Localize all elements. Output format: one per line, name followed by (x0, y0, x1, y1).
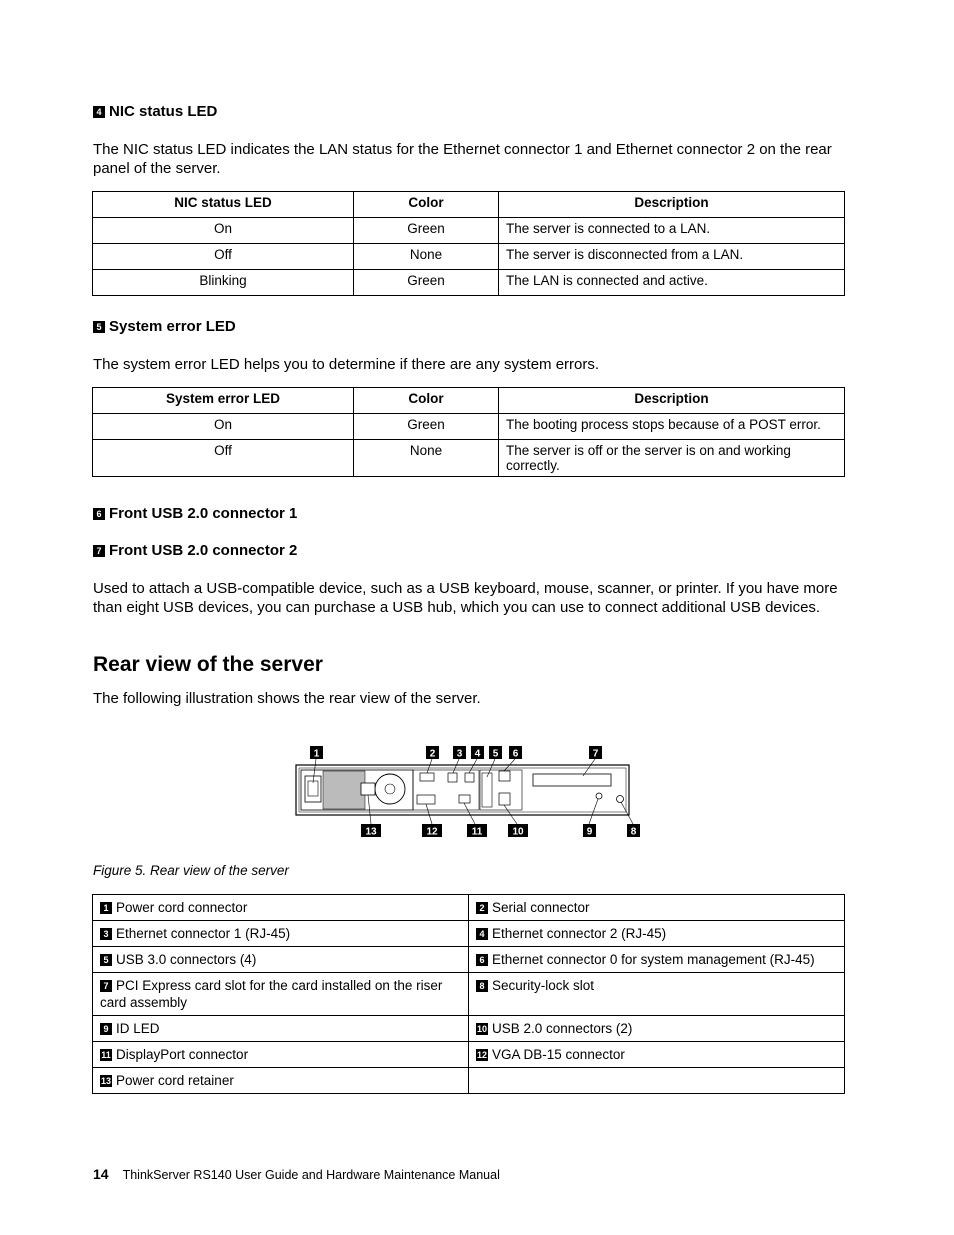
callout-13 (361, 824, 381, 838)
callout-badge: 9 (100, 1023, 112, 1035)
table-row (93, 440, 845, 477)
callout-label: 4 (474, 748, 481, 760)
table-cell: Off (93, 244, 354, 270)
document-title: ThinkServer RS140 User Guide and Hardware Maintenance Manual (122, 1168, 500, 1182)
table-header: Color (354, 192, 499, 218)
power-cord-retainer-icon (361, 783, 375, 795)
rear-paragraph: The following illustration shows the rear view of the server. (93, 690, 481, 707)
callout-2 (426, 746, 439, 760)
part-label: DisplayPort connector (116, 1047, 249, 1062)
table-cell (469, 1042, 845, 1068)
nic-paragraph: The NIC status LED indicates the LAN status for the Ethernet connector 1 and Ethernet connector 2 on the rear panel of the server. (93, 141, 832, 177)
table-cell (93, 947, 469, 973)
table-row (93, 973, 845, 1016)
part-label: Power cord connector (116, 900, 248, 915)
rear-view-illustration (293, 743, 643, 843)
callout-5 (489, 746, 502, 760)
table-cell (469, 1016, 845, 1042)
table-row (93, 414, 845, 440)
table-row (93, 244, 845, 270)
callout-badge: 2 (476, 902, 488, 914)
table-cell: On (93, 218, 354, 244)
usb1-heading-text: Front USB 2.0 connector 1 (109, 505, 298, 522)
table-cell: Green (354, 414, 499, 440)
callout-badge: 11 (101, 1050, 111, 1061)
callout-label: 7 (592, 748, 599, 760)
part-label: Ethernet connector 1 (RJ-45) (116, 926, 291, 941)
table-cell (469, 921, 845, 947)
table-row (93, 921, 845, 947)
callout-label: 5 (492, 748, 499, 760)
table-header: System error LED (93, 388, 354, 414)
callout-4 (471, 746, 484, 760)
fan-grill (323, 771, 365, 809)
usb-paragraph: Used to attach a USB-compatible device, such as a USB keyboard, mouse, scanner, or printer. If you have more than eight USB devices, you can purchase a USB hub, which you can use to connect additional USB devices. (93, 580, 838, 616)
usb1-heading (93, 505, 297, 522)
callout-badge: 6 (93, 508, 105, 520)
callout-12 (422, 824, 442, 838)
nic-table (92, 191, 845, 296)
callout-label: 8 (630, 826, 637, 838)
table-cell (93, 1042, 469, 1068)
table-cell (93, 921, 469, 947)
table-header-row (93, 388, 845, 414)
part-label: Power cord retainer (116, 1073, 234, 1088)
table-row (93, 1042, 845, 1068)
table-cell (93, 1016, 469, 1042)
callout-badge: 7 (100, 980, 112, 992)
table-cell: The server is disconnected from a LAN. (499, 244, 845, 270)
part-label: Ethernet connector 0 for system management (RJ-45) (492, 952, 815, 967)
part-label: USB 2.0 connectors (2) (492, 1021, 633, 1036)
callout-label: 2 (429, 748, 436, 760)
table-row (93, 895, 845, 921)
callout-11 (467, 824, 487, 838)
table-cell: Green (354, 270, 499, 296)
callout-label: 1 (313, 748, 320, 760)
table-cell: Off (93, 440, 354, 477)
callout-badge: 12 (477, 1050, 488, 1061)
part-label: Security-lock slot (492, 978, 595, 993)
callout-badge: 1 (100, 902, 112, 914)
table-header: Color (354, 388, 499, 414)
part-label: Ethernet connector 2 (RJ-45) (492, 926, 667, 941)
callout-badge: 10 (477, 1024, 488, 1035)
callout-label: 9 (586, 826, 593, 838)
table-cell: The server is connected to a LAN. (499, 218, 845, 244)
part-label: ID LED (116, 1021, 160, 1036)
table-cell (469, 947, 845, 973)
callout-6 (509, 746, 522, 760)
part-label: VGA DB-15 connector (492, 1047, 625, 1062)
callout-label: 11 (471, 826, 483, 838)
table-cell (93, 895, 469, 921)
callout-badge: 4 (476, 928, 488, 940)
table-cell (469, 973, 845, 1016)
callout-label: 6 (512, 748, 519, 760)
table-cell: Green (354, 218, 499, 244)
callout-badge: 6 (476, 954, 488, 966)
syserr-table (92, 387, 845, 477)
nic-heading (93, 103, 217, 120)
table-cell: The server is off or the server is on and working correctly. (499, 440, 845, 477)
page-number: 14 (93, 1166, 109, 1182)
table-header: Description (499, 192, 845, 218)
table-cell: The LAN is connected and active. (499, 270, 845, 296)
table-cell: None (354, 244, 499, 270)
table-row (93, 947, 845, 973)
callout-7 (589, 746, 602, 760)
callout-badge: 8 (476, 980, 488, 992)
callout-8 (627, 824, 640, 838)
callout-badge: 13 (101, 1076, 112, 1087)
callout-badge: 3 (100, 928, 112, 940)
table-header: NIC status LED (93, 192, 354, 218)
callout-badge: 5 (93, 321, 105, 333)
parts-table (92, 894, 845, 1094)
table-cell: On (93, 414, 354, 440)
syserr-paragraph: The system error LED helps you to determine if there are any system errors. (93, 356, 600, 373)
page-footer (93, 1166, 500, 1182)
table-row (93, 270, 845, 296)
table-row (93, 1016, 845, 1042)
usb2-heading (93, 542, 297, 559)
callout-9 (583, 824, 596, 838)
table-cell (93, 1068, 469, 1094)
rear-heading: Rear view of the server (93, 653, 323, 676)
part-label: PCI Express card slot for the card installed on the riser card assembly (100, 978, 443, 1010)
figure-caption: Figure 5. Rear view of the server (93, 863, 289, 878)
callout-label: 3 (456, 748, 463, 760)
usb2-heading-text: Front USB 2.0 connector 2 (109, 542, 298, 559)
callout-label: 13 (365, 826, 377, 838)
syserr-heading (93, 318, 236, 335)
table-header: Description (499, 388, 845, 414)
callout-label: 10 (512, 826, 524, 838)
callout-badge: 7 (93, 545, 105, 557)
table-cell: The booting process stops because of a POST error. (499, 414, 845, 440)
callout-badge: 5 (100, 954, 112, 966)
nic-heading-text: NIC status LED (109, 103, 218, 120)
callout-label: 12 (426, 826, 438, 838)
table-cell: None (354, 440, 499, 477)
callout-badge: 4 (93, 106, 105, 118)
table-cell (469, 1068, 845, 1094)
callout-1 (310, 746, 323, 760)
table-row (93, 1068, 845, 1094)
table-header-row (93, 192, 845, 218)
callout-3 (453, 746, 466, 760)
part-label: USB 3.0 connectors (4) (116, 952, 257, 967)
table-cell (469, 895, 845, 921)
callout-10 (508, 824, 528, 838)
part-label: Serial connector (492, 900, 590, 915)
table-cell: Blinking (93, 270, 354, 296)
table-row (93, 218, 845, 244)
table-cell (93, 973, 469, 1016)
syserr-heading-text: System error LED (109, 318, 236, 335)
